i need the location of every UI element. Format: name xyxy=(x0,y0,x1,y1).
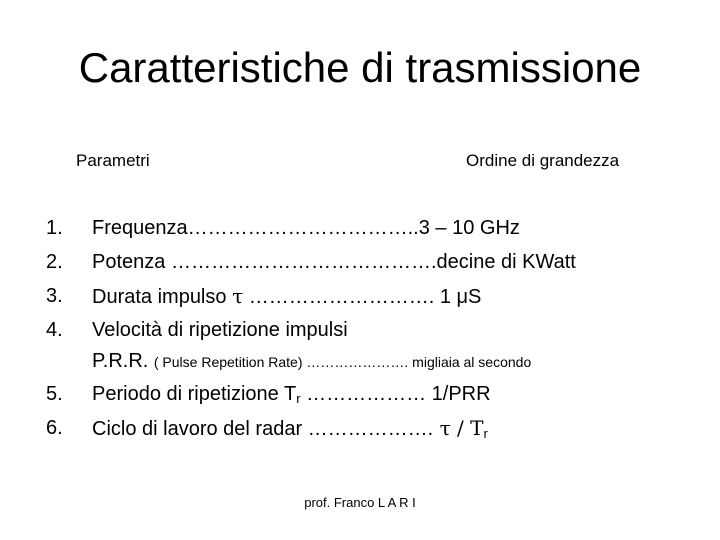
item-number: 2. xyxy=(46,251,63,273)
item-value: 3 – 10 GHz xyxy=(418,217,520,239)
item-dots: ………………………. xyxy=(243,286,435,308)
item-subscript: r xyxy=(483,426,488,441)
tau-symbol: τ xyxy=(232,284,244,308)
item-value: 1/PRR xyxy=(426,383,491,405)
slide-title: Caratteristiche di trasmissione xyxy=(78,44,642,91)
item-dots: ………………. xyxy=(307,418,434,440)
item-value: 1 μS xyxy=(434,286,482,308)
item-number: 3. xyxy=(46,285,63,307)
item-label: Frequenza xyxy=(92,217,188,239)
item-label: Ciclo di lavoro del radar xyxy=(92,418,308,440)
column-header-parameters: Parametri xyxy=(76,151,150,170)
item-subscript: r xyxy=(296,391,301,406)
list-item-frequency xyxy=(0,211,720,245)
item-text xyxy=(92,211,520,245)
list-item-duty-cycle xyxy=(0,411,720,445)
item-number: 5. xyxy=(46,383,63,405)
item-dots: ……………… xyxy=(300,383,427,405)
item-text xyxy=(92,279,481,314)
item-text xyxy=(92,344,531,379)
list-item-power xyxy=(0,245,720,279)
item-value: τ / T xyxy=(433,416,484,440)
list-item-repetition-rate xyxy=(0,313,720,347)
item-text xyxy=(92,411,488,451)
list-item-repetition-period xyxy=(0,377,720,411)
list-item-prr-detail xyxy=(0,344,720,378)
item-label: Velocità di ripetizione impulsi xyxy=(92,319,348,341)
item-dots: …………………………………. xyxy=(170,251,437,273)
item-value: decine di KWatt xyxy=(436,251,576,273)
item-label: P.R.R. xyxy=(92,350,154,372)
item-dots: …………………………….. xyxy=(187,217,419,239)
item-number: 4. xyxy=(46,319,63,341)
item-label: Durata impulso xyxy=(92,286,233,308)
list-item-pulse-duration xyxy=(0,279,720,313)
item-number: 1. xyxy=(46,217,63,239)
author-footer: prof. Franco L A R I xyxy=(304,495,416,510)
item-note: ( Pulse Repetition Rate) …………………. migliaia al secondo xyxy=(153,354,532,370)
item-label: Periodo di ripetizione T xyxy=(92,383,297,405)
item-text xyxy=(92,245,576,279)
item-label: Potenza xyxy=(92,251,171,273)
column-header-magnitude: Ordine di grandezza xyxy=(466,151,620,170)
item-number: 6. xyxy=(46,417,63,439)
